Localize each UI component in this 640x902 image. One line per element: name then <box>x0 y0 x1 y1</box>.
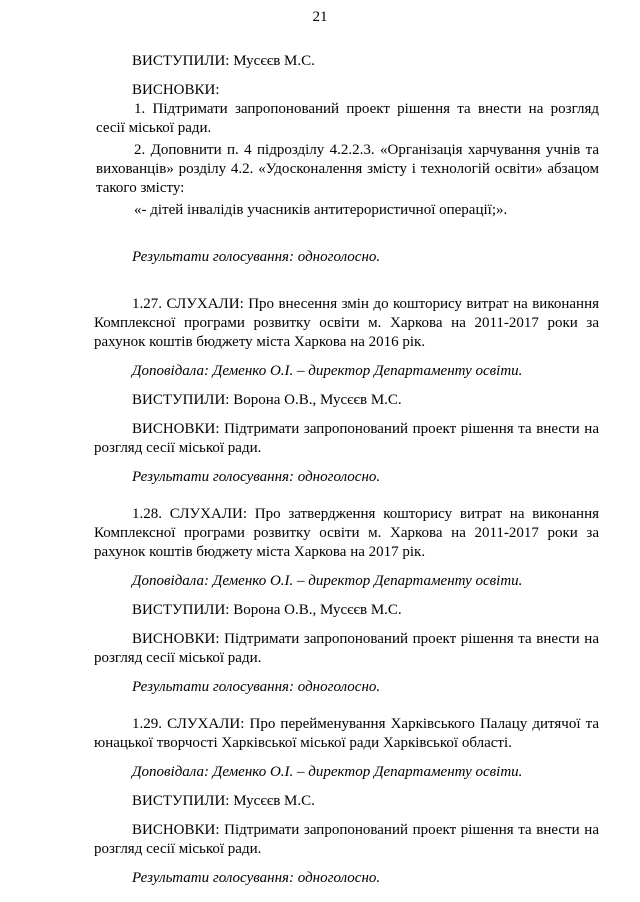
agenda-item-1-29-heard: 1.29. СЛУХАЛИ: Про перейменування Харківського Палацу дитячої та юнацької творчості Харківської міської ради Харківської області. <box>94 716 599 751</box>
agenda-item-1-28-heard: 1.28. СЛУХАЛИ: Про затвердження кошторису витрат на виконання Комплексної програми розвитку освіти м. Харкова на 2011-2017 роки за рахунок коштів бюджету міста Харкова на 2017 рік. <box>94 506 599 560</box>
agenda-item-1-29-reporter: Доповідала: Деменко О.І. – директор Департаменту освіти. <box>132 764 523 780</box>
agenda-item-1-28-vote: Результати голосування: одноголосно. <box>132 679 381 695</box>
page-number: 21 <box>312 9 328 25</box>
page-content <box>94 52 599 888</box>
agenda-item-1-27-conclusions: ВИСНОВКИ: Підтримати запропонований проект рішення та внести на розгляд сесії міської ради. <box>94 421 599 456</box>
agenda-item-1-29-conclusions: ВИСНОВКИ: Підтримати запропонований проект рішення та внести на розгляд сесії міської ради. <box>94 822 599 857</box>
conclusion-quote: «- дітей інвалідів учасників антитерористичної операції;». <box>134 202 508 218</box>
conclusion-point-1: 1. Підтримати запропонований проект рішення та внести на розгляд сесії міської ради. <box>96 101 599 136</box>
agenda-item-1-28-conclusions: ВИСНОВКИ: Підтримати запропонований проект рішення та внести на розгляд сесії міської ради. <box>94 631 599 666</box>
speakers-line: ВИСТУПИЛИ: Мусєєв М.С. <box>132 53 315 69</box>
agenda-item-1-28-reporter: Доповідала: Деменко О.І. – директор Департаменту освіти. <box>132 573 523 589</box>
agenda-item-1-27-speakers: ВИСТУПИЛИ: Ворона О.В., Мусєєв М.С. <box>132 392 402 408</box>
agenda-item-1-28-speakers: ВИСТУПИЛИ: Ворона О.В., Мусєєв М.С. <box>132 602 402 618</box>
vote-result: Результати голосування: одноголосно. <box>132 249 381 265</box>
agenda-item-1-27-vote: Результати голосування: одноголосно. <box>132 469 381 485</box>
conclusion-point-2: 2. Доповнити п. 4 підрозділу 4.2.2.3. «Організація харчування учнів та вихованців» розділу 4.2. «Удосконалення змісту і технологій освіти» абзацом такого змісту: <box>96 142 599 196</box>
agenda-item-1-27-heard: 1.27. СЛУХАЛИ: Про внесення змін до кошторису витрат на виконання Комплексної програми розвитку освіти м. Харкова на 2011-2017 роки за рахунок коштів бюджету міста Харкова на 2016 рік. <box>94 296 599 350</box>
agenda-item-1-29-speakers: ВИСТУПИЛИ: Мусєєв М.С. <box>132 793 315 809</box>
agenda-item-1-27-reporter: Доповідала: Деменко О.І. – директор Департаменту освіти. <box>132 363 523 379</box>
agenda-item-1-29-vote: Результати голосування: одноголосно. <box>132 870 381 886</box>
conclusions-heading: ВИСНОВКИ: <box>132 82 220 98</box>
